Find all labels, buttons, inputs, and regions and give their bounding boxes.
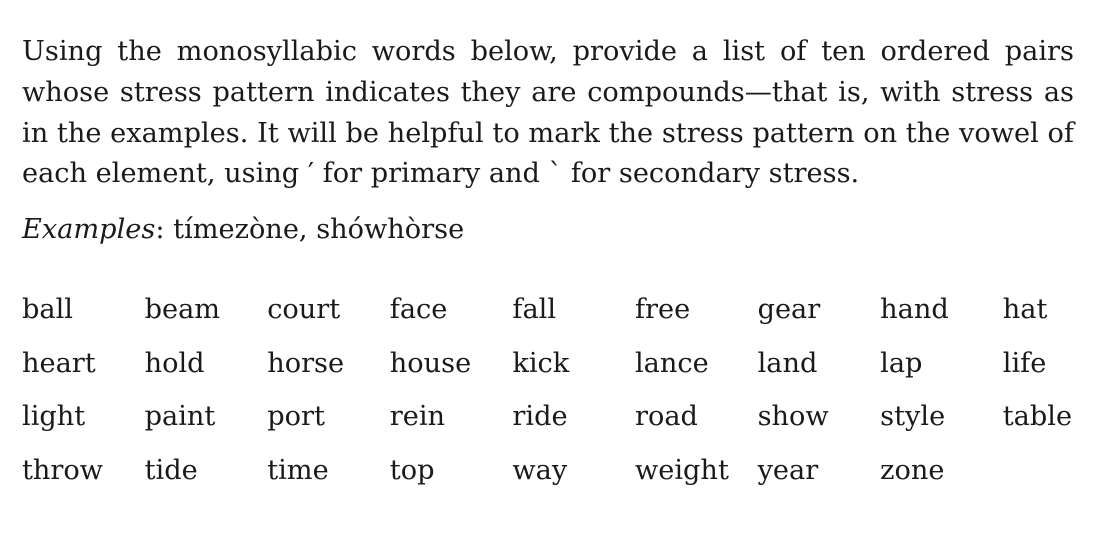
word-item: hold [144, 347, 205, 379]
word-item: zone [880, 455, 945, 487]
word-item: table [1002, 401, 1073, 433]
word-item: show [757, 401, 829, 433]
word-item: style [880, 401, 946, 433]
word-item: lap [880, 347, 923, 379]
word-item: fall [512, 294, 557, 325]
word-item: year [757, 455, 819, 487]
word-item: heart [22, 347, 96, 379]
word-item: kick [512, 347, 570, 379]
word-item: court [267, 294, 341, 325]
word-item: ball [22, 294, 74, 325]
word-item: gear [757, 294, 821, 325]
word-item: time [267, 455, 329, 487]
word-item: paint [144, 401, 216, 433]
word-item: life [1002, 347, 1047, 379]
word-item: port [267, 401, 325, 433]
examples-text: tímezòne, shówhòrse [173, 214, 465, 246]
examples-separator: : [155, 214, 174, 246]
word-item: weight [634, 455, 729, 487]
word-item: ride [512, 401, 568, 433]
word-item: light [22, 401, 86, 433]
word-item: road [634, 401, 698, 433]
examples-label: Examples [22, 214, 156, 246]
word-item: horse [267, 347, 345, 379]
word-item: free [634, 294, 691, 325]
exercise [22, 32, 1074, 487]
word-item: rein [389, 401, 446, 433]
word-item: lance [634, 347, 709, 379]
word-item: top [389, 455, 435, 487]
instructions-paragraph: Using the monosyllabic words below, provide a list of ten ordered pairs whose stress pattern indicates they are compounds—that is, with stress as in the examples. It will be helpful to mark the stress pattern on the vowel of each element, using ′ for primary and ˋ for secondary stress. [22, 36, 1074, 190]
word-item: land [757, 347, 818, 379]
word-list [22, 290, 1110, 505]
examples-line [22, 210, 1074, 251]
word-item: way [512, 455, 568, 487]
word-item: throw [22, 455, 104, 487]
word-item: face [389, 294, 448, 325]
word-item: tide [144, 455, 198, 487]
word-item: beam [144, 294, 221, 325]
word-item: hand [880, 294, 949, 325]
word-item: house [389, 347, 472, 379]
word-item: hat [1002, 294, 1048, 325]
